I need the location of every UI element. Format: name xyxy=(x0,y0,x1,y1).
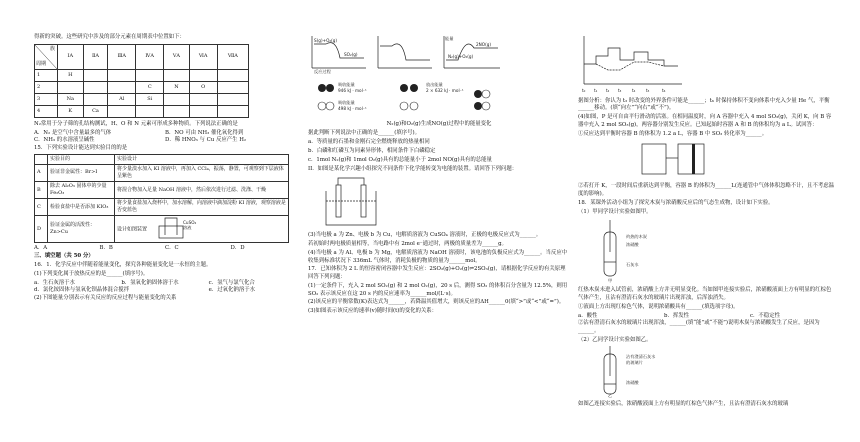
axis-label: 能量 xyxy=(445,36,454,41)
table-row xyxy=(35,69,249,81)
element-cell xyxy=(83,93,108,105)
element-cell xyxy=(217,81,248,93)
section-heading: 三、填空题（共 50 分） xyxy=(34,253,94,260)
option-c: c．1mol N₂(g)和 1mol O₂(g)具有的总能量小于 2mol NO(g)具有的总能量 xyxy=(308,156,492,163)
option-d: d．氯化铵固体与氢氧化钡晶体混合搅拌 xyxy=(34,287,130,294)
fig-label: 石灰水 xyxy=(626,261,639,267)
q17-part4: (4)如图，P 是可自由平行滑动的活塞。在相同温度时，向 A 容器中充入 4 mol SO₃(g)，关闭 K，向 B 容器中充入 2 mol SO₃(g)，两容器分别发生反应。已知起始时容器 A 和 B 的体积均为 a L。试回答： xyxy=(578,114,832,128)
corner-group-label: 族 xyxy=(49,45,55,52)
table-row xyxy=(35,216,289,243)
option-b: B．B xyxy=(99,245,113,252)
element-cell xyxy=(217,69,248,81)
tick-label: t₆ xyxy=(662,88,666,93)
group-header: ⅤA xyxy=(164,44,189,69)
element-cell: H xyxy=(58,69,84,81)
element-cell: K xyxy=(58,105,84,117)
option-b: B．NO 可由 NH₃ 催化氧化得到 xyxy=(165,129,244,136)
q17-part4-2: ②若打开 K，一段时间后重新达到平衡，容器 B 的体积为______L(连通管中气体体积忽略不计，且不考虑温度的影响)。 xyxy=(578,183,835,197)
apparatus-figure-a xyxy=(596,218,706,284)
fig-label: 2NO(g) xyxy=(476,42,492,47)
fig-label: 沾有澄清石灰水 xyxy=(626,353,656,359)
element-cell xyxy=(83,69,108,81)
option-d: D．稀 HNO₃ 与 Cu 反应产生 H₂ xyxy=(165,137,247,144)
fig-label: 的玻璃片 xyxy=(626,359,643,365)
q17-analysis: 据图分析：你认为 t₃ 时改变的外界条件可能是______；t₆ 时保持体积不变向体系中充入少量 He 气，平衡______移动。(填“向左”“向右”或“不”)。 xyxy=(578,97,830,112)
row-goal: 除去 Al₂O₃ 固体中的少量 Fe₂O₃ xyxy=(48,182,115,199)
rate-time-graph xyxy=(578,34,688,94)
tick-label: t₃ xyxy=(618,88,622,93)
fig-label: 498 kJ · mol⁻¹ xyxy=(338,105,367,111)
period-cell: 3 xyxy=(35,93,58,105)
element-cell xyxy=(108,69,136,81)
element-cell: Al xyxy=(108,93,136,105)
q18-part2: （2）乙同学设计实验如图乙。 xyxy=(578,336,652,343)
option-a: A．N₂ 是空气中含量最多的气体 xyxy=(34,129,112,136)
row-goal: 检验食盐中是否添加 KIO₃ xyxy=(48,199,115,216)
row-goal: 验证非金属性：Br>I xyxy=(48,164,115,181)
q18-observation: 红热木炭未进入试管前，浓硝酸上方并无明显变化。当如图甲连接实验后，浓硝酸液面上方有明显的红棕色气体产生，且沾有澄清石灰水的玻璃片出现浑浊，后浑浊消失。 xyxy=(578,287,832,301)
fig-label: 946 kJ · mol⁻¹ xyxy=(338,87,367,93)
q18-stem: 18．某课外活动小组为了探究木炭与浓硝酸反应后的气态生成物，设计如下实验。 xyxy=(578,199,774,206)
q17-stem: 17．已知体积为 2 L 的恒容密闭容器中发生反应：2SO₂(g)+O₂(g)⇌2SO₃(g)，请根据化学反应的有关原理回答下列问题： xyxy=(308,266,566,281)
q17-part3: (3)如图表示该反应的速率(v)随时间(t)的变化的关系： xyxy=(308,308,438,315)
option-d: D．D xyxy=(230,245,245,252)
option-a: A．A xyxy=(34,245,48,252)
element-cell: N xyxy=(164,81,189,93)
row-design: 将混合物加入足量 NaOH 溶液中，然后依次进行过滤、洗涤、干燥 xyxy=(115,182,289,199)
q18-part1-1: ①液面上方出现红棕色气体，说明浓硝酸具有______(填选项字母)。 xyxy=(578,303,739,310)
q3-text: (3)当电极 a 为 Zn、电极 b 为 Cu，电解质溶液为 CuSO₄ 溶液时，正极的电极反应式为______。 xyxy=(308,232,542,239)
element-cell xyxy=(136,105,164,117)
element-cell: O xyxy=(189,81,217,93)
axis-label: 反应过程 xyxy=(314,69,331,74)
group-header: ⅡA xyxy=(83,44,108,69)
element-cell xyxy=(108,81,136,93)
option-a: a．酸性 xyxy=(578,312,598,319)
option-a: a．等质量的石墨和金刚石完全燃烧释放的热量相同 xyxy=(308,139,430,146)
element-cell xyxy=(189,105,217,117)
row-design xyxy=(115,216,289,243)
group-header: ⅦA xyxy=(217,44,248,69)
tick-label: t₅ xyxy=(646,88,650,93)
group-header: ⅠA xyxy=(58,44,84,69)
header-goal: 实验目的 xyxy=(48,154,115,164)
fig-label: CuSO₄ xyxy=(182,220,196,226)
cell-figure-icon xyxy=(153,218,196,240)
table-header-row xyxy=(35,154,289,164)
row-design: 将少量溴水加入 KI 溶液中，再加入 CCl₄，振荡，静置，可观察到下层液体呈紫色 xyxy=(115,164,289,181)
q18-part1: （1）甲同学设计实验如图甲。 xyxy=(578,208,652,215)
q3b-text: 若初始时两电极质量相等，当电路中有 2mol e⁻通过时，两极的质量差为______g。 xyxy=(308,241,507,248)
fig-label: 灼热的木炭 xyxy=(626,233,647,239)
table-row xyxy=(35,182,289,199)
q17-part1: (1)一定条件下，充入 2 mol SO₂(g) 和 2 mol O₂(g)，20 s 后，测得 SO₂ 的体积百分含量为 12.5%，则用 SO₂ 表示该反应在这 20 s 内的反应速率为______mol/(L·s)。 xyxy=(308,282,568,297)
experiment-table xyxy=(34,154,289,244)
group-header: ⅣA xyxy=(136,44,164,69)
option-a: a．生石灰溶于水 xyxy=(34,279,75,286)
element-cell xyxy=(189,93,217,105)
option-c: c．氢气与氯气化合 xyxy=(208,279,255,286)
column-1 xyxy=(34,34,296,304)
row-label: B xyxy=(35,182,48,199)
header-design: 实验设计 xyxy=(115,154,289,164)
element-cell xyxy=(136,69,164,81)
fig-label: 放出能量 xyxy=(426,81,443,87)
option-c: C．C xyxy=(165,245,179,252)
fig-label: N₂(g)+O₂(g) xyxy=(448,54,474,59)
element-cell: Ca xyxy=(83,105,108,117)
fig-label: 吸收能量 xyxy=(338,81,355,87)
element-cell xyxy=(189,69,217,81)
period-cell: 1 xyxy=(35,69,58,81)
bond-energy-figure xyxy=(308,78,518,118)
period-cell: 4 xyxy=(35,105,58,117)
element-cell xyxy=(108,105,136,117)
tick-label: t₄ xyxy=(632,88,636,93)
fig-label: 2 × 632 kJ · mol⁻¹ xyxy=(426,87,464,93)
element-cell xyxy=(58,81,84,93)
row-goal: 验证金属的活泼性：Zn>Cu xyxy=(48,216,115,243)
element-cell: Na xyxy=(58,93,84,105)
table-row xyxy=(35,105,249,117)
q16-stem: 16．1．化学反应中伴随着能量变化，探究各种能量变化是一永恒的主题。 xyxy=(34,261,212,268)
q18-part1-2: ②沾有澄清石灰水的玻璃片出现浑浊，______(填“能”或“不能”)说明木炭与浓硝酸发生了反应，是因为______。 xyxy=(578,320,820,334)
q16-options-row-2 xyxy=(34,287,296,295)
element-cell xyxy=(164,93,189,105)
element-cell: Si xyxy=(136,93,164,105)
fig-label: S(g)+O₂(g) xyxy=(314,38,337,43)
group-header: ⅥA xyxy=(189,44,217,69)
fig-label: 浓硝酸 xyxy=(626,241,639,247)
table-row xyxy=(35,81,249,93)
group-header: ⅢA xyxy=(108,44,136,69)
q17-part4-1: ①反应达到平衡时容器 B 的体积为 1.2 a L，容器 B 中 SO₃ 转化率为______。 xyxy=(578,130,768,137)
table-row xyxy=(35,164,289,181)
fig-label: 溶液 xyxy=(182,225,191,231)
part-ii-stem: II．如图是某化学兴趣小组探究不同条件下化学能转变为电能的装置。请回答下列问题： xyxy=(308,165,518,172)
fig-label: SO₂(g) xyxy=(344,52,358,57)
element-cell: C xyxy=(136,81,164,93)
option-e: e．过氧化钠溶于水 xyxy=(208,287,255,294)
tick-label: t₂ xyxy=(606,88,610,93)
q15-options xyxy=(34,245,296,253)
row-label: D xyxy=(35,216,48,243)
row-design-text: 设计如图装置 xyxy=(117,226,148,233)
column-3 xyxy=(578,34,836,410)
period-cell: 2 xyxy=(35,81,58,93)
table-row xyxy=(35,199,289,216)
tick-label: t₀ xyxy=(582,88,586,93)
row-label: A xyxy=(35,164,48,181)
element-cell xyxy=(164,105,189,117)
row-label: C xyxy=(35,199,48,216)
q14-options-row-2 xyxy=(34,137,296,145)
option-b: b．氢氧化钠固体溶于水 xyxy=(121,279,179,286)
option-b: b．白磷和红磷互为同素异形体，相同条件下白磷稳定 xyxy=(308,147,436,154)
container-figure xyxy=(638,140,728,180)
fig-label: 甲 xyxy=(608,277,613,283)
figure-caption: N₂(g)和O₂(g)生成NO(g)过程中的能量变化 xyxy=(386,121,492,128)
tick-label: t₁ xyxy=(594,88,598,93)
q14-stem: N₂常用于分子筛的孔结构测试，H、O 和 N 元素可形成多种物质。下列说法正确的是 xyxy=(34,120,238,127)
corner-period-label: 周期 xyxy=(36,60,47,67)
energy-figures xyxy=(308,34,518,74)
fig-label: 浓硝酸 xyxy=(626,379,639,385)
fig-label: 吸收能量 xyxy=(338,99,355,105)
element-cell xyxy=(164,69,189,81)
fig-label: 乙 xyxy=(608,392,613,398)
periodic-table xyxy=(34,44,249,118)
element-cell xyxy=(217,93,248,105)
option-c: c．不稳定性 xyxy=(750,312,780,319)
q16-part1: (1)下列变化属于放热反应的是______(填序号)。 xyxy=(34,270,149,277)
table-corner xyxy=(35,44,58,69)
apparatus-figure-b xyxy=(596,346,706,398)
option-c: C．NH₃ 的水溶液呈碱性 xyxy=(34,137,95,144)
judge-stem: 据此判断下列说法中正确的是______(填序号)。 xyxy=(308,130,421,137)
row-design: 将少量食盐加入烧杯中，加水溶解，向溶液中滴加淀粉 KI 溶液，观察溶液是否变蓝色 xyxy=(115,199,289,216)
column-2 xyxy=(308,34,570,317)
q16-part2: (2)下图能量分别表示有关反应的反应过程与能量变化的关系 xyxy=(34,294,177,301)
q4-text: (4)当电极 a 为 Al、电极 b 为 Mg，电解质溶液为 NaOH 溶液时，该电池的负极反应式为______。当反应中收集到标准状况下 336mL 气体时，消耗负极的物质的量为______mol。 xyxy=(308,249,568,264)
element-cell xyxy=(217,105,248,117)
intro-text: 得新的突破。这些研究中涉及的部分元素在周期表中位置如下： xyxy=(34,34,185,40)
galvanic-cell-figure xyxy=(316,175,416,229)
q17-part2: (2)该反应的平衡常数(K)表达式为______，若降温其值增大，则该反应的ΔH______0(填“>”或“<”或“=”)。 xyxy=(308,299,565,306)
table-row xyxy=(35,93,249,105)
q18-part2-text: 如图乙连接实验后，浓硝酸液面上方有明显的红棕色气体产生，且沾有澄清石灰水的玻璃 xyxy=(578,401,789,408)
option-b: b．挥发性 xyxy=(664,312,690,319)
q15-stem: 15．下列实验设计能达到实验目的的是 xyxy=(34,144,128,151)
element-cell xyxy=(83,81,108,93)
